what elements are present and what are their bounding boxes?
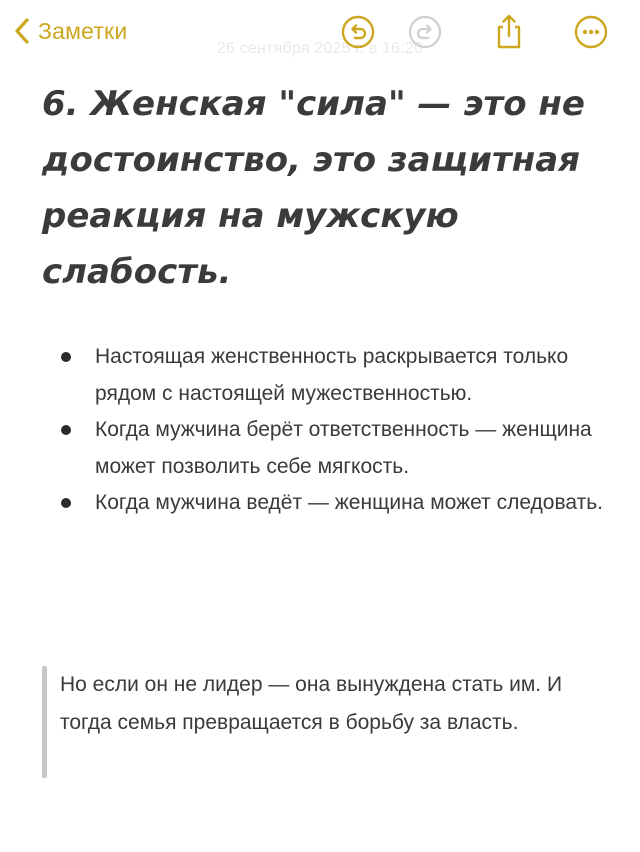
bullet-text: Когда мужчина ведёт — женщина может следовать. (95, 491, 603, 514)
bullet-text: Настоящая женственность раскрывается только рядом с настоящей мужественностью. (95, 345, 569, 405)
redo-button[interactable] (406, 13, 444, 51)
more-icon (574, 15, 608, 49)
more-button[interactable] (572, 13, 610, 51)
bullet-item[interactable] (60, 485, 620, 522)
undo-icon (341, 15, 375, 49)
navigation-bar (0, 0, 640, 64)
undo-button[interactable] (339, 13, 377, 51)
bullet-item[interactable] (60, 339, 620, 412)
block-quote[interactable] (42, 666, 612, 778)
chevron-left-icon (14, 17, 30, 45)
bullet-dot (61, 425, 71, 435)
quote-bar (42, 666, 47, 778)
quote-text: Но если он не лидер — она вынуждена стать им. И тогда семья превращается в борьбу за власть. (60, 673, 563, 734)
bullet-item[interactable] (60, 412, 620, 485)
bullet-dot (61, 352, 71, 362)
bullet-list (60, 339, 620, 522)
bullet-dot (61, 498, 71, 508)
note-title[interactable]: 6. Женская "сила" — это не достоинство, это защитная реакция на мужскую слабость. (42, 84, 585, 292)
back-button-label: Заметки (38, 17, 128, 44)
redo-icon (408, 15, 442, 49)
share-button[interactable] (490, 13, 528, 51)
bullet-text: Когда мужчина берёт ответственность — женщина может позволить себе мягкость. (95, 418, 592, 478)
share-icon (493, 13, 525, 51)
note-date: 26 сентября 2025 г. в 16:20 (216, 40, 424, 57)
back-button[interactable] (14, 14, 127, 48)
